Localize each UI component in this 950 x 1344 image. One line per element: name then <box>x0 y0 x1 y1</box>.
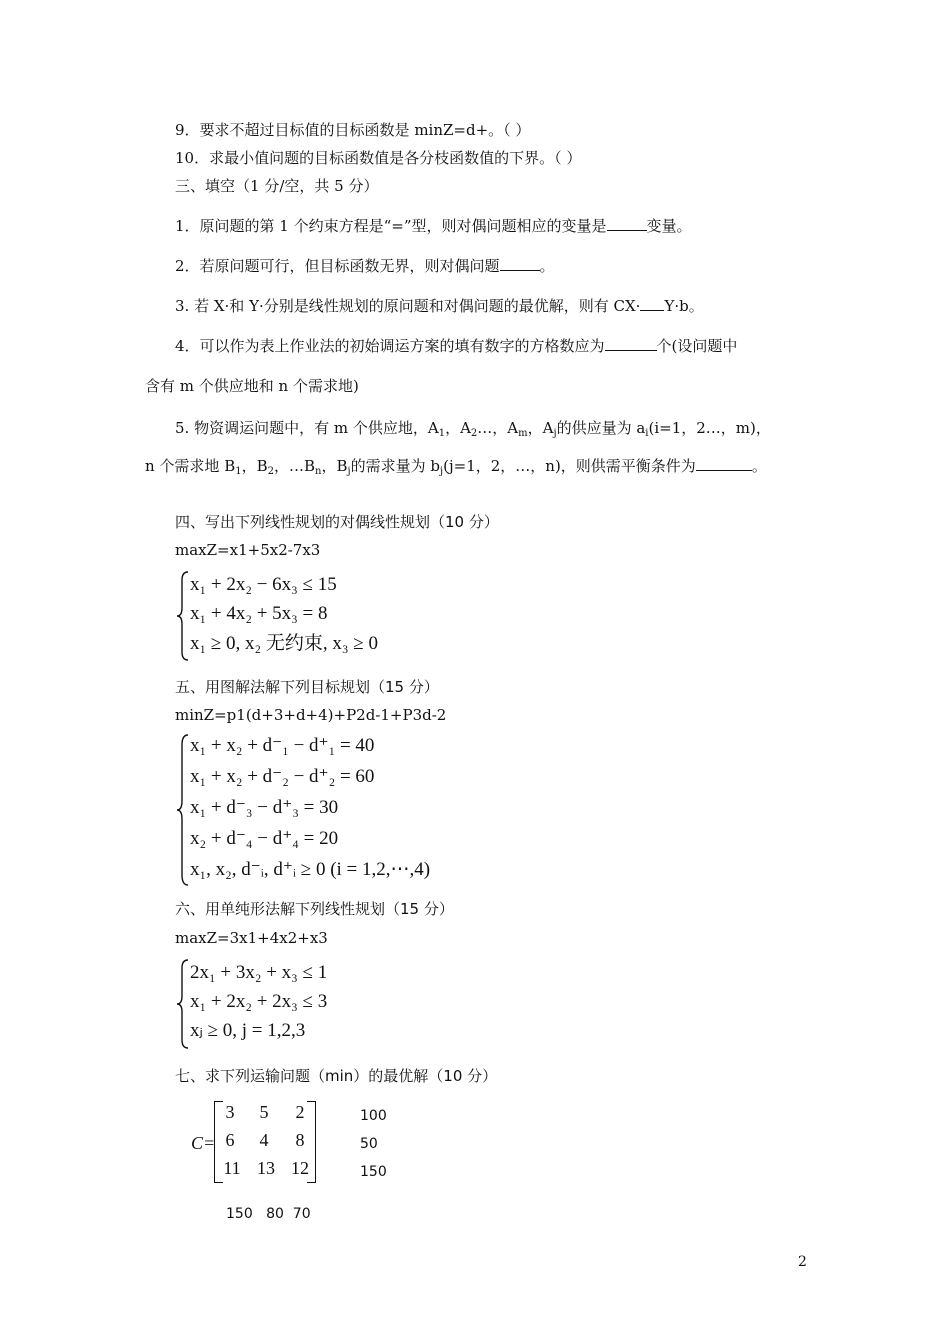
fill-q1-suffix: 变量。 <box>646 217 692 235</box>
constraint-row: xⱼ ≥ 0, j = 1,2,3 <box>190 1020 306 1041</box>
q5-text: ，B <box>321 457 348 475</box>
subscript: j <box>347 466 351 477</box>
matrix-cell: 4 <box>259 1130 269 1150</box>
answer-blank[interactable] <box>500 256 540 271</box>
section-6-objective: maxZ=3x1+4x2+x3 <box>175 929 328 947</box>
left-brace-icon <box>176 570 190 662</box>
cost-matrix-label: C= <box>191 1133 216 1153</box>
answer-blank[interactable] <box>640 296 664 311</box>
tf-question-9: 9．要求不超过目标值的目标函数是 minZ=d+。（ ） <box>175 121 531 139</box>
q5-text: 的需求量为 b <box>350 457 441 475</box>
goal-constraint-row: x₁ + x₂ + d⁻₁ − d⁺₁ = 40 <box>190 735 375 756</box>
subscript: j <box>440 466 444 477</box>
section-5-objective: minZ=p1(d+3+d+4)+P2d-1+P3d-2 <box>175 706 447 724</box>
q5-text: ，A <box>445 419 471 437</box>
section-3-heading <box>175 176 378 196</box>
left-brace-icon <box>176 958 190 1050</box>
subscript: 2 <box>470 428 478 439</box>
fill-q2-text: 2．若原问题可行，但目标函数无界，则对偶问题 <box>175 257 500 275</box>
constraint-row: x₁ + 2x₂ − 6x₃ ≤ 15 <box>190 574 337 595</box>
fill-q1-text: 1．原问题的第 1 个约束方程是“=”型，则对偶问题相应的变量是 <box>175 217 607 235</box>
fill-q3-suffix: Y·b。 <box>664 297 704 315</box>
tf-question-10: 10．求最小值问题的目标函数值是各分枝函数值的下界。（ ） <box>175 149 582 167</box>
matrix-cell: 12 <box>291 1158 309 1178</box>
supply-value: 100 <box>360 1108 387 1124</box>
section-4-title: 四、写出下列线性规划的对偶线性规划（10 分） <box>175 513 499 531</box>
section-4-objective: maxZ=x1+5x2-7x3 <box>175 541 321 559</box>
q5-text: …，A <box>477 419 519 437</box>
q5-text: ，B <box>241 457 268 475</box>
subscript: m <box>518 428 528 439</box>
answer-blank[interactable] <box>607 216 647 231</box>
constraint-row: x₁ + 4x₂ + 5x₃ = 8 <box>190 603 328 624</box>
section-7-title: 七、求下列运输问题（min）的最优解（10 分） <box>175 1067 498 1085</box>
fill-question-5-line-2 <box>145 456 767 476</box>
section-3-score: （1 分/空，共 5 分） <box>235 177 379 195</box>
subscript: j <box>553 428 557 439</box>
matrix-cell: 3 <box>225 1102 235 1122</box>
subscript: i <box>645 428 649 439</box>
matrix-cell: 2 <box>295 1102 305 1122</box>
supply-value: 50 <box>360 1136 378 1152</box>
fill-question-3 <box>175 296 704 316</box>
goal-constraint-row: x₁, x₂, d⁻ᵢ, d⁺ᵢ ≥ 0 (i = 1,2,⋯,4) <box>190 859 431 880</box>
subscript: 1 <box>235 466 242 477</box>
supply-value: 150 <box>360 1164 387 1180</box>
q5-text: ，A <box>527 419 554 437</box>
q5-text: 5. 物资调运问题中，有 m 个供应地，A <box>175 419 439 437</box>
answer-blank[interactable] <box>696 456 752 471</box>
q5-text: 的供应量为 a <box>556 419 646 437</box>
fill-question-2 <box>175 256 555 276</box>
matrix-cell: 13 <box>257 1158 275 1178</box>
matrix-cell: 5 <box>259 1102 269 1122</box>
constraint-row: x₁ ≥ 0, x₂ 无约束, x₃ ≥ 0 <box>190 633 378 654</box>
section-6-title: 六、用单纯形法解下列线性规划（15 分） <box>175 900 454 918</box>
fill-question-4-continued: 含有 m 个供应地和 n 个需求地) <box>145 377 359 395</box>
matrix-cell: 6 <box>225 1130 235 1150</box>
fill-question-1 <box>175 216 692 236</box>
section-5-title: 五、用图解法解下列目标规划（15 分） <box>175 678 439 696</box>
subscript: 2 <box>267 466 275 477</box>
goal-constraint-row: x₁ + d⁻₃ − d⁺₃ = 30 <box>190 797 339 818</box>
matrix-cell: 8 <box>295 1130 305 1150</box>
fill-q4-text: 4．可以作为表上作业法的初始调运方案的填有数字的方格数应为 <box>175 337 605 355</box>
fill-q3-text: 3. 若 X·和 Y·分别是线性规划的原问题和对偶问题的最优解，则有 CX· <box>175 297 641 315</box>
matrix-cell: 11 <box>223 1158 241 1178</box>
q5-text: n 个需求地 B <box>145 457 236 475</box>
goal-constraint-row: x₁ + x₂ + d⁻₂ − d⁺₂ = 60 <box>190 766 375 787</box>
subscript: n <box>315 466 322 477</box>
fill-question-4 <box>175 336 737 356</box>
q5-text: (i=1，2…，m)， <box>648 419 771 437</box>
fill-q4-suffix: 个(设问题中 <box>656 337 738 355</box>
q5-text: 。 <box>751 457 767 475</box>
fill-question-5-line-1 <box>175 418 771 438</box>
answer-blank[interactable] <box>605 336 657 351</box>
fill-q2-suffix: 。 <box>539 257 555 275</box>
q5-text: (j=1，2，…，n)，则供需平衡条件为 <box>443 457 696 475</box>
left-brace-icon <box>176 733 190 887</box>
goal-constraint-row: x₂ + d⁻₄ − d⁺₄ = 20 <box>190 828 339 849</box>
subscript: 1 <box>438 428 446 439</box>
section-3-title: 三、填空 <box>175 177 236 195</box>
page-number: 2 <box>798 1254 807 1270</box>
demand-values: 150 80 70 <box>226 1206 311 1222</box>
constraint-row: 2x₁ + 3x₂ + x₃ ≤ 1 <box>190 962 328 983</box>
constraint-row: x₁ + 2x₂ + 2x₃ ≤ 3 <box>190 991 328 1012</box>
q5-text: ，…B <box>274 457 316 475</box>
